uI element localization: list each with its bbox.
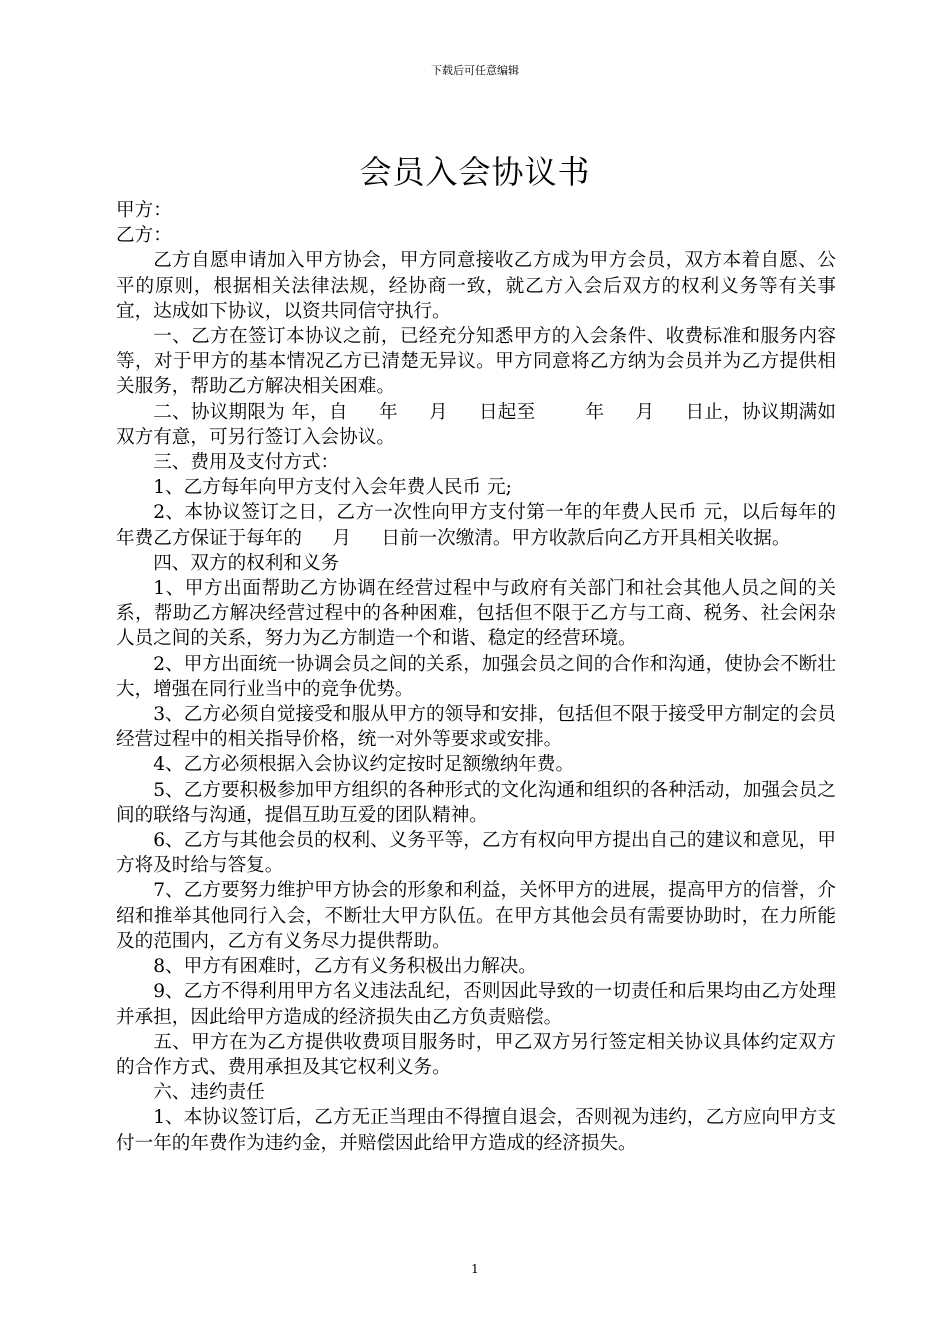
clause-4-item-4: 4、乙方必须根据入会协议约定按时足额缴纳年费。 [153,754,575,776]
clause-4-item-8: 8、甲方有困难时，乙方有义务积极出力解决。 [153,956,537,978]
document-title: 会员入会协议书 [359,153,591,191]
clause-4-item-6: 6、乙方与其他会员的权利、义务平等，乙方有权向甲方提出自己的建议和意见，甲方将及时给与答复。 [116,830,836,877]
clause-2-term-paragraph: 二、协议期限为 年，自 年 月 日起至 年 月 日止，协议期满如双方有意，可另行签订入会协议。 [116,401,836,448]
party-a-label: 甲方： [116,200,172,221]
preamble-paragraph: 乙方自愿申请加入甲方协会，甲方同意接收乙方成为甲方会员，双方本着自愿、公平的原则，根据相关法律法规，经协商一致，就乙方入会后双方的权利义务等有关事宜，达成如下协议，以资共同信守执行。 [116,250,836,322]
clause-4-heading: 四、双方的权利和义务 [153,552,340,574]
clause-4-item-5: 5、乙方要积极参加甲方组织的各种形式的文化沟通和组织的各种活动，加强会员之间的联络与沟通，提倡互助互爱的团队精神。 [116,779,836,826]
clause-4-item-7: 7、乙方要努力维护甲方协会的形象和利益，关怀甲方的进展，提高甲方的信誉，介绍和推举其他同行入会，不断壮大甲方队伍。在甲方其他会员有需要协助时，在力所能及的范围内，乙方有义务尽力提供帮助。 [116,880,836,952]
clause-1-paragraph: 一、乙方在签订本协议之前，已经充分知悉甲方的入会条件、收费标准和服务内容等，对于甲方的基本情况乙方已清楚无异议。甲方同意将乙方纳为会员并为乙方提供相关服务，帮助乙方解决相关困难。 [116,326,836,398]
page-header-note: 下载后可任意编辑 [431,64,519,77]
clause-3-item-1: 1、乙方每年向甲方支付入会年费人民币 元; [153,477,512,499]
clause-6-item-1: 1、本协议签订后，乙方无正当理由不得擅自退会，否则视为违约，乙方应向甲方支付一年的年费作为违约金，并赔偿因此给甲方造成的经济损失。 [116,1107,836,1154]
clause-3-heading: 三、费用及支付方式： [153,452,340,474]
clause-4-item-3: 3、乙方必须自觉接受和服从甲方的领导和安排，包括但不限于接受甲方制定的会员经营过程中的相关指导价格，统一对外等要求或安排。 [116,704,836,751]
clause-4-item-1: 1、甲方出面帮助乙方协调在经营过程中与政府有关部门和社会其他人员之间的关系，帮助乙方解决经营过程中的各种困难，包括但不限于乙方与工商、税务、社会闲杂人员之间的关系，努力为乙方制造一个和谐、稳定的经营环境。 [116,578,836,650]
document-body [116,198,836,1156]
party-b-label: 乙方： [116,225,172,247]
clause-3-item-2: 2、本协议签订之日，乙方一次性向甲方支付第一年的年费人民币 元，以后每年的年费乙方保证于每年的 月 日前一次缴清。甲方收款后向乙方开具相关收据。 [116,502,836,549]
clause-4-item-9: 9、乙方不得利用甲方名义违法乱纪，否则因此导致的一切责任和后果均由乙方处理并承担，因此给甲方造成的经济损失由乙方负责赔偿。 [116,981,836,1028]
page-number: 1 [471,1262,479,1276]
clause-6-heading: 六、违约责任 [153,1082,265,1104]
clause-5-paragraph: 五、甲方在为乙方提供收费项目服务时，甲乙双方另行签定相关协议具体约定双方的合作方式、费用承担及其它权利义务。 [116,1031,836,1078]
clause-4-item-2: 2、甲方出面统一协调会员之间的关系，加强会员之间的合作和沟通，使协会不断壮大，增强在同行业当中的竞争优势。 [116,653,836,700]
